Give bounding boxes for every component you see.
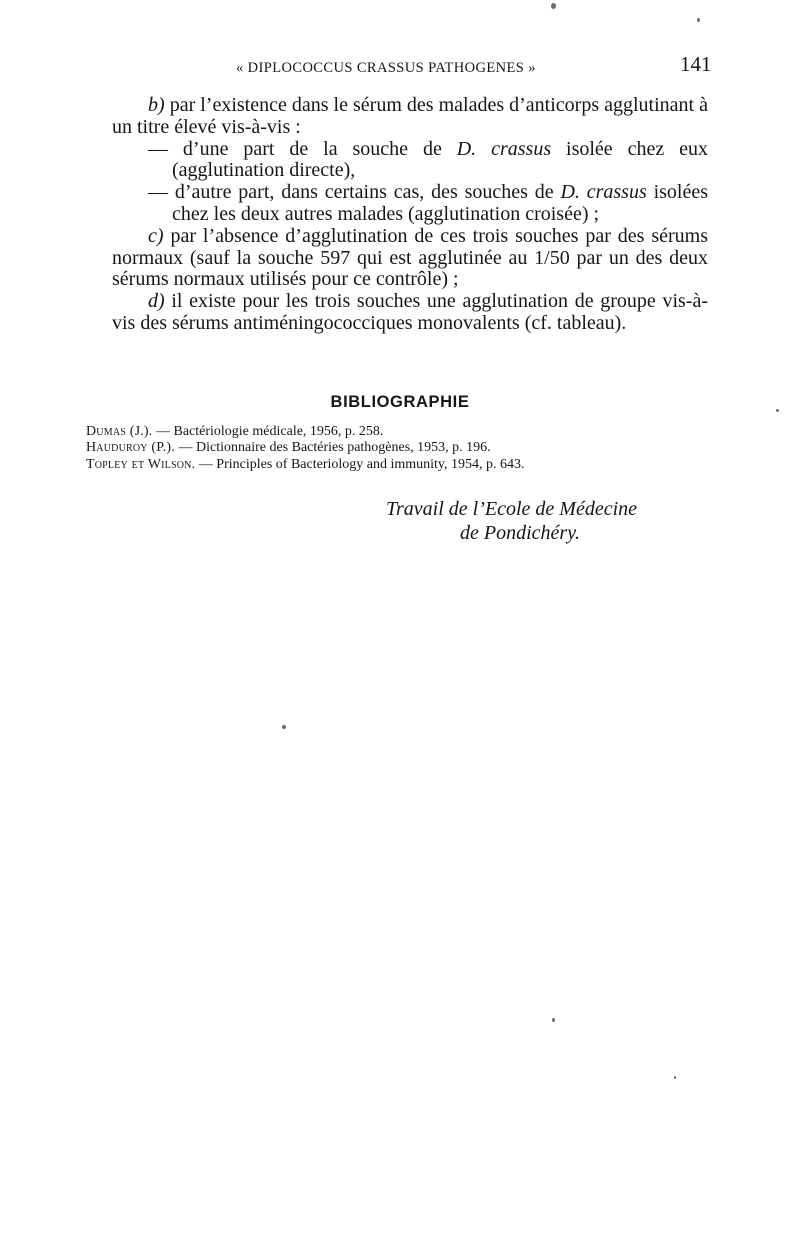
dash-item-2-text-b: isolées chez les deux autres malades (agglutination croisée) ;: [172, 181, 709, 225]
bibliography-author: Hauduroy (P.).: [86, 440, 175, 456]
scan-speck: [697, 18, 700, 22]
species-name: D. crassus: [560, 181, 647, 204]
paragraph-b-text: par l’existence dans le sérum des malades d’anticorps agglutinant à un titre élevé vis-à-vis :: [112, 94, 708, 138]
bibliography-author: Topley et Wilson.: [86, 456, 196, 472]
signature-line-1: Travail de l’Ecole de Médecine: [386, 498, 638, 520]
dash-item-1-text-a: — d’une part de la souche de: [148, 137, 457, 160]
dash-item-1: [112, 139, 708, 183]
bibliography-reference: — Principles of Bacteriology and immunity, 1954, p. 643.: [195, 456, 525, 472]
bibliography-entry: [86, 424, 726, 440]
bibliography-entry: [86, 440, 726, 456]
item-label-d: d): [148, 290, 165, 313]
dash-item-2-text-a: — d’autre part, dans certains cas, des souches de: [148, 181, 561, 204]
bibliography-author: Dumas (J.).: [86, 424, 153, 439]
bibliography-title: BIBLIOGRAPHIE: [330, 393, 470, 411]
paragraph-d-text: il existe pour les trois souches une agglutination de groupe vis-à-vis des sérums antiméningococciques monovalents (cf. tableau).: [112, 290, 708, 334]
body-text: [112, 95, 708, 335]
signature-block: [386, 497, 637, 545]
item-label-c: c): [148, 224, 164, 247]
scan-speck: [674, 1076, 676, 1079]
scan-speck: [776, 409, 779, 412]
signature-line-2: de Pondichéry.: [460, 522, 580, 544]
paragraph-c: [112, 226, 708, 291]
paragraph-c-text: par l’absence d’agglutination de ces trois souches par des sérums normaux (sauf la souche 597 qui est agglutinée au 1/50 par un des deux sérums normaux utilisés pour ce contrôle) ;: [112, 224, 708, 291]
bibliography-list: [86, 424, 726, 473]
species-name: D. crassus: [456, 137, 552, 160]
dash-item-1-text-b: isolée chez eux (agglutination directe),: [172, 137, 708, 182]
dash-item-2: [112, 182, 708, 226]
paragraph-d: [112, 291, 708, 335]
running-head: « DIPLOCOCCUS CRASSUS PATHOGENES »: [236, 60, 536, 76]
bibliography-entry: [86, 457, 726, 473]
bibliography-reference: — Dictionnaire des Bactéries pathogènes, 1953, p. 196.: [174, 440, 491, 456]
paragraph-b: [112, 95, 708, 139]
scan-speck: [282, 725, 286, 729]
item-label-b: b): [148, 94, 165, 116]
page-number: 141: [680, 52, 712, 76]
bibliography-reference: — Bactériologie médicale, 1956, p. 258.: [152, 424, 384, 439]
scan-speck: [551, 3, 556, 9]
scan-speck: [552, 1018, 555, 1022]
